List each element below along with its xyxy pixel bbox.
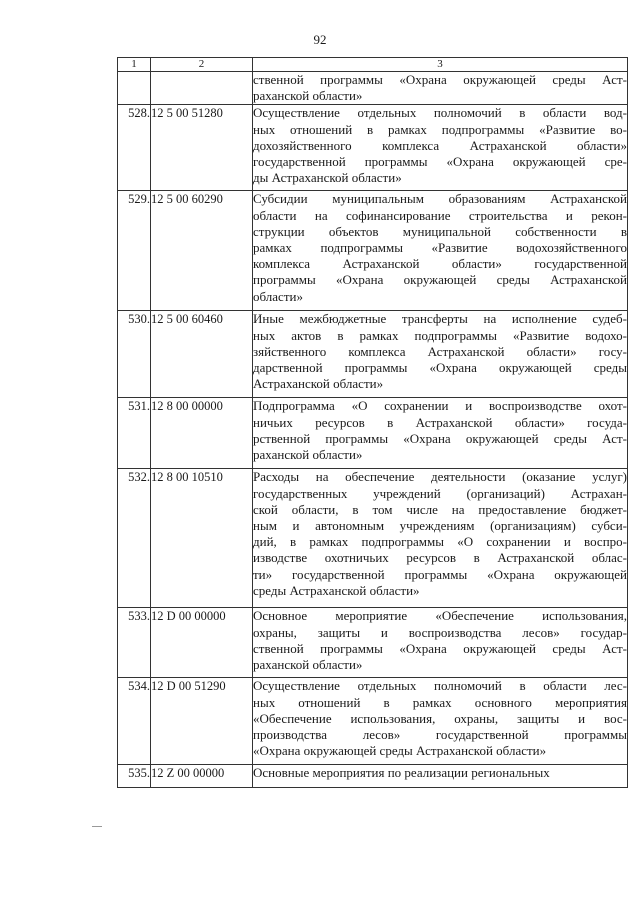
description-line: Осуществление отдельных полномочий в области лес-	[253, 678, 627, 694]
description-line: области на софинансирование строительства и рекон-	[253, 207, 627, 223]
table-body	[118, 72, 628, 788]
description-line: дарственной программы «Охрана окружающей среды	[253, 360, 627, 376]
row-description	[253, 311, 628, 398]
description-line: ственной программы «Охрана окружающей среды Аст-	[253, 640, 627, 656]
description-line: зяйственного комплекса Астраханской области» госу-	[253, 343, 627, 359]
row-number: 528.	[118, 105, 151, 191]
description-line: ных отношений в рамках подпрограммы «Развитие во-	[253, 121, 627, 137]
row-code: 12 5 00 60290	[151, 191, 253, 311]
row-description	[253, 678, 628, 765]
row-code: 12 5 00 60460	[151, 311, 253, 398]
budget-table	[117, 57, 628, 788]
description-line: среды Астраханской области»	[253, 582, 420, 598]
description-line: ской области, в том числе на предоставление бюджет-	[253, 501, 627, 517]
row-number: 533.	[118, 608, 151, 678]
table-row	[118, 311, 628, 398]
description-line: области»	[253, 288, 303, 304]
table-row	[118, 191, 628, 311]
table-row	[118, 105, 628, 191]
description-line: ды Астраханской области»	[253, 170, 402, 186]
row-code: 12 D 00 00000	[151, 608, 253, 678]
description-line: ным и автономным учреждениям (организациям) субси-	[253, 518, 627, 534]
description-line: государственных учреждений (организаций) Астрахан-	[253, 485, 627, 501]
table-row	[118, 765, 628, 788]
description-line: ти» государственной программы «Охрана окружающей	[253, 566, 627, 582]
row-description	[253, 191, 628, 311]
header-col-2: 2	[151, 58, 253, 72]
description-line: Иные межбюджетные трансферты на исполнение судеб-	[253, 311, 627, 327]
description-line: «Охрана окружающей среды Астраханской области»	[253, 743, 547, 759]
row-number	[118, 72, 151, 105]
description-line: государственной программы «Охрана окружающей сре-	[253, 154, 627, 170]
row-number: 532.	[118, 469, 151, 608]
description-line: программы «Охрана окружающей среды Астраханской	[253, 272, 627, 288]
description-line: струкции объектов муниципальной собственности в	[253, 223, 627, 239]
table-row	[118, 608, 628, 678]
description-line: ничьих ресурсов в Астраханской области» госуда-	[253, 414, 627, 430]
row-number: 531.	[118, 398, 151, 469]
description-line: дохозяйственного комплекса Астраханской области»	[253, 137, 627, 153]
description-line: Субсидии муниципальным образованиям Астраханской	[253, 191, 627, 207]
description-line: «Обеспечение использования, охраны, защиты и вос-	[253, 710, 627, 726]
table-header	[118, 58, 628, 72]
description-line: изводстве охотничьих ресурсов в Астраханской облас-	[253, 550, 627, 566]
row-code: 12 8 00 00000	[151, 398, 253, 469]
table-row	[118, 469, 628, 608]
row-description	[253, 398, 628, 469]
description-line: охраны, защиты и воспроизводства лесов» государ-	[253, 624, 627, 640]
description-line: дий, в рамках подпрограммы «О сохранении и воспро-	[253, 534, 627, 550]
description-line: Астраханской области»	[253, 376, 384, 392]
description-line: Подпрограмма «О сохранении и воспроизводстве охот-	[253, 398, 627, 414]
row-code: 12 Z 00 00000	[151, 765, 253, 788]
row-number: 534.	[118, 678, 151, 765]
row-number: 535.	[118, 765, 151, 788]
margin-mark	[92, 826, 102, 827]
row-description	[253, 608, 628, 678]
row-number: 529.	[118, 191, 151, 311]
description-line: Основные мероприятия по реализации региональных	[253, 765, 550, 781]
table-row	[118, 398, 628, 469]
row-code: 12 8 00 10510	[151, 469, 253, 608]
row-description	[253, 765, 628, 788]
description-line: раханской области»	[253, 447, 363, 463]
description-line: ственной программы «Охрана окружающей среды Аст-	[253, 72, 627, 87]
row-description	[253, 72, 628, 105]
description-line: ных отношений в рамках основного мероприятия	[253, 694, 627, 710]
table-row	[118, 678, 628, 765]
row-code: 12 5 00 51280	[151, 105, 253, 191]
description-line: Расходы на обеспечение деятельности (оказание услуг)	[253, 469, 627, 485]
header-col-3: 3	[253, 58, 628, 72]
row-number: 530.	[118, 311, 151, 398]
row-description	[253, 469, 628, 608]
row-code	[151, 72, 253, 105]
row-code: 12 D 00 51290	[151, 678, 253, 765]
description-line: ных актов в рамках подпрограммы «Развитие водохо-	[253, 327, 627, 343]
page-number: 92	[313, 32, 327, 47]
row-description	[253, 105, 628, 191]
table-row	[118, 72, 628, 105]
description-line: рственной программы «Охрана окружающей среды Аст-	[253, 430, 627, 446]
description-line: производства лесов» государственной программы	[253, 727, 627, 743]
description-line: раханской области»	[253, 88, 363, 104]
description-line: комплекса Астраханской области» государственной	[253, 256, 627, 272]
description-line: рамках подпрограммы «Развитие водохозяйственного	[253, 240, 627, 256]
description-line: Осуществление отдельных полномочий в области вод-	[253, 105, 627, 121]
description-line: раханской области»	[253, 657, 363, 673]
header-col-1: 1	[118, 58, 151, 72]
description-line: Основное мероприятие «Обеспечение использования,	[253, 608, 627, 624]
